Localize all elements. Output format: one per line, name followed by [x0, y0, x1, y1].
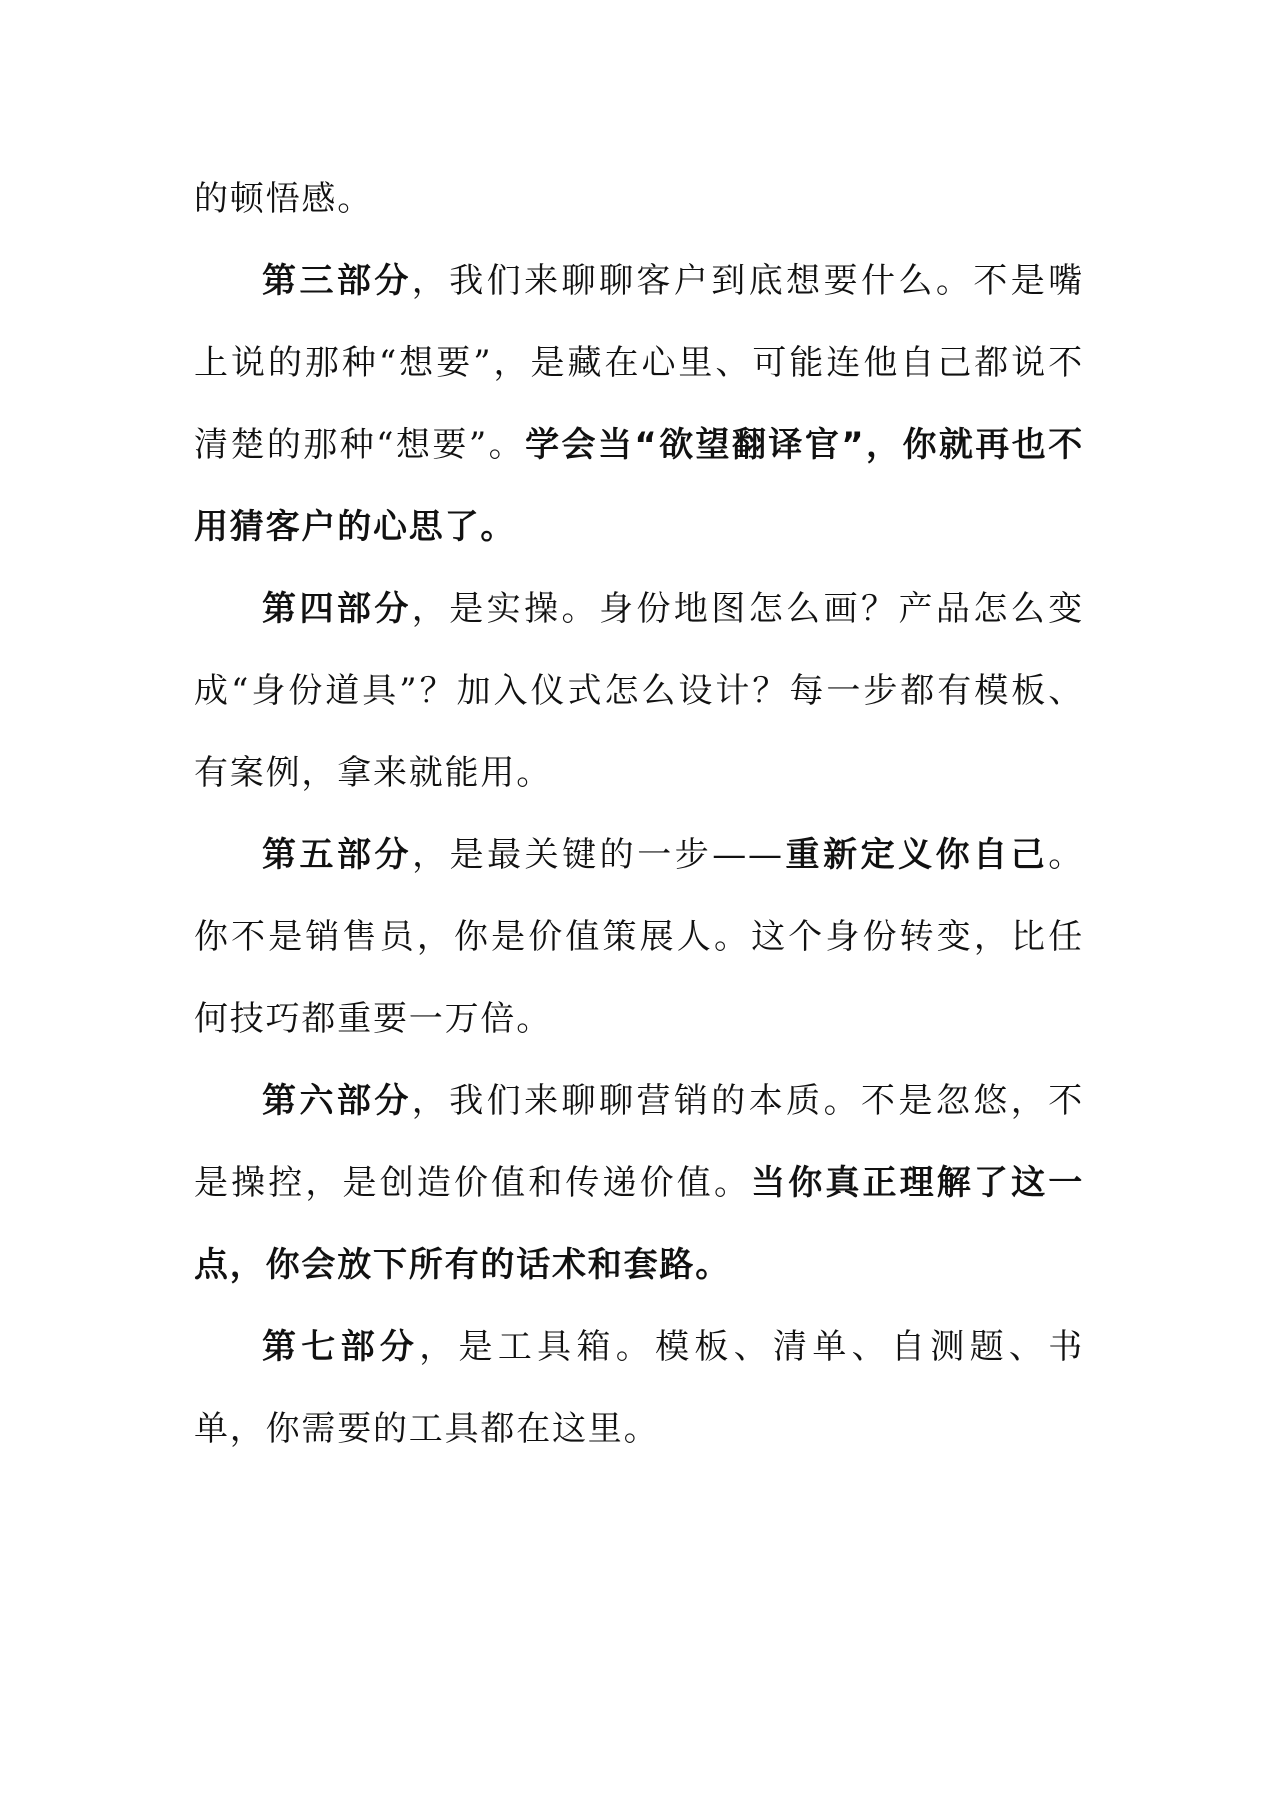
section-heading-4: 第四部分	[262, 589, 412, 629]
text-run: ，是工具箱。模板、清单、自测题、书单，你需要的工具都在这里。	[194, 1327, 1084, 1449]
section-heading-7: 第七部分	[262, 1327, 420, 1367]
text-run: ，是实操。身份地图怎么画？产品怎么变成“身份道具”？加入仪式怎么设计？每一步都有模板、有案例，拿来就能用。	[194, 589, 1085, 793]
paragraph-4	[194, 814, 1084, 1060]
section-heading-5: 第五部分	[262, 835, 413, 875]
emphasis-text: 当你真正理解了这一点，你会放下所有的话术和套路。	[194, 1163, 1085, 1285]
paragraph-1	[194, 158, 1084, 240]
paragraph-3	[194, 568, 1084, 814]
paragraph-5	[194, 1060, 1084, 1306]
text-run: ，我们来聊聊客户到底想要什么。不是嘴上说的那种“想要”，是藏在心里、可能连他自己都说不清楚的那种“想要”。	[194, 261, 1085, 465]
text-run: 。你不是销售员，你是价值策展人。这个身份转变，比任何技巧都重要一万倍。	[194, 835, 1084, 1039]
paragraph-6	[194, 1306, 1084, 1470]
text-run: 的顿悟感。	[194, 179, 373, 219]
text-run: ，我们来聊聊营销的本质。不是忽悠，不是操控，是创造价值和传递价值。	[194, 1081, 1085, 1203]
paragraph-2	[194, 240, 1084, 568]
section-heading-3: 第三部分	[262, 261, 412, 301]
emphasis-text: 重新定义你自己	[783, 835, 1049, 875]
section-heading-6: 第六部分	[262, 1081, 412, 1121]
emphasis-text: 学会当“欲望翻译官”，你就再也不用猜客户的心思了。	[194, 425, 1084, 547]
text-run: ，是最关键的一步——	[412, 835, 784, 875]
body-text	[194, 158, 1084, 1470]
